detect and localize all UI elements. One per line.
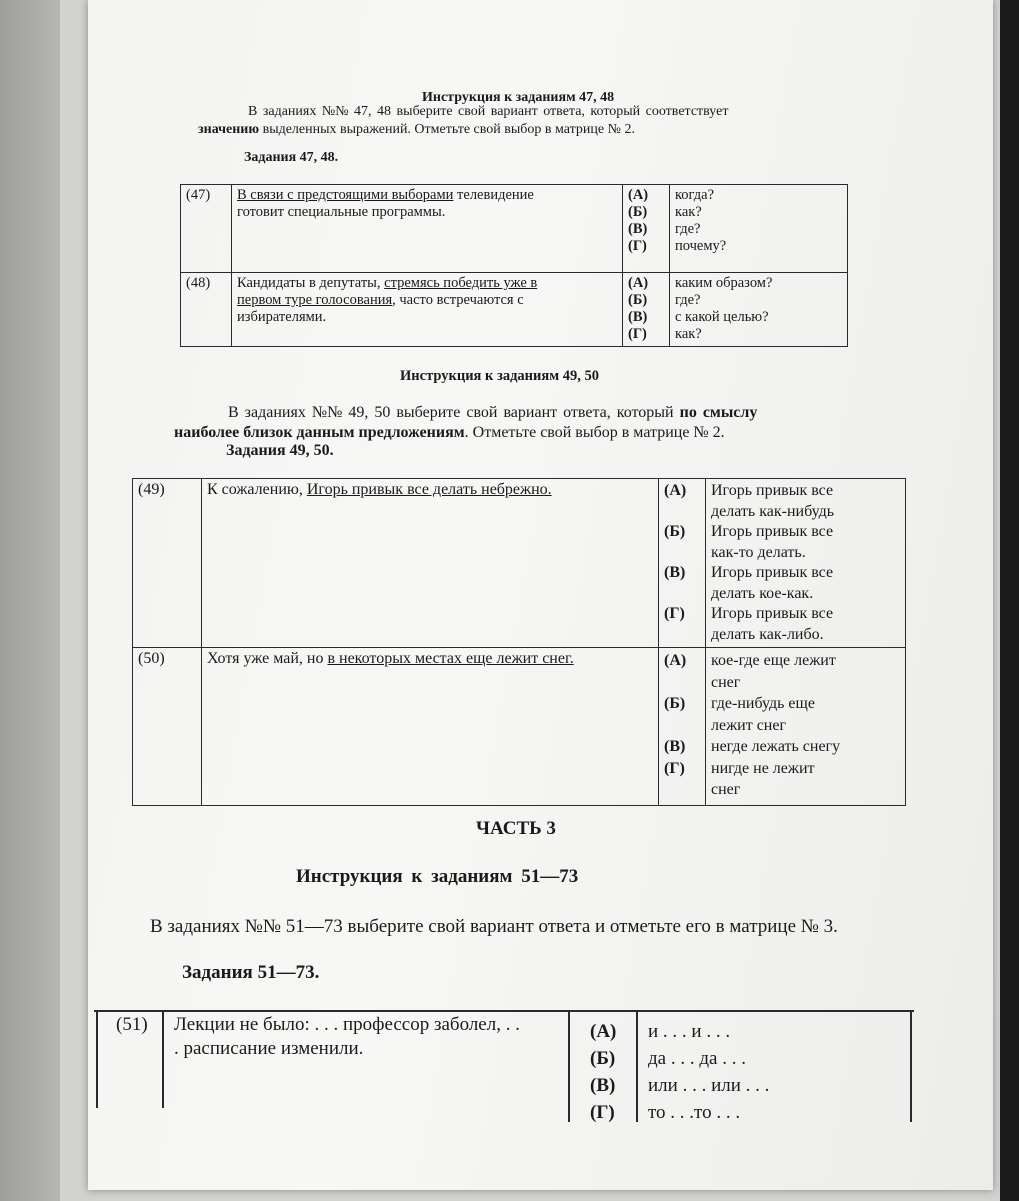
option-letter: (Г) [628, 238, 647, 254]
option-answers [648, 1018, 769, 1126]
tasks-label-47-48: Задания 47, 48. [244, 150, 339, 165]
document-page [88, 0, 993, 1190]
underlined-phrase: стремясь победить уже в [384, 275, 538, 291]
task-number: (51) [116, 1014, 148, 1035]
question-text: . расписание изменили. [174, 1038, 364, 1059]
option-answer-cont: делать кое-как. [711, 584, 814, 602]
task-number: (50) [133, 648, 202, 806]
option-answer: почему? [675, 238, 727, 254]
option-answer: с какой целью? [675, 309, 769, 325]
option-letter: (Г) [628, 326, 647, 342]
option-letters [659, 479, 706, 648]
option-answer: как? [675, 326, 702, 342]
table-divider [636, 1012, 638, 1122]
table-row [181, 185, 848, 273]
instruction-title-51-73: Инструкция к заданиям 51—73 [296, 866, 579, 887]
text-plain: В заданиях №№ 49, 50 выберите свой вариант ответа, который [228, 404, 680, 421]
option-letter: (Г) [664, 605, 685, 622]
table-left-border [96, 1012, 98, 1108]
table-row [133, 479, 906, 648]
bleed-through-text [207, 561, 653, 577]
option-letter: (Б) [664, 523, 686, 540]
option-answer-cont: делать как-либо. [711, 625, 824, 643]
task-question [232, 185, 623, 273]
question-text: К сожалению, [207, 481, 307, 498]
tasks-label-51-73: Задания 51—73. [182, 962, 320, 983]
task-number: (49) [133, 479, 202, 648]
option-answers [706, 648, 906, 806]
option-answer: то . . .то . . . [648, 1102, 741, 1123]
option-letter: (А) [664, 482, 687, 499]
bold-phrase: наиболее близок данным предложениям [174, 424, 465, 441]
option-answers [670, 273, 848, 347]
option-answer: Игорь привык все [711, 605, 834, 622]
question-text: Лекции не было: . . . профессор заболел, . . [174, 1014, 520, 1035]
underlined-phrase: Игорь привык все делать небрежно. [306, 481, 552, 498]
option-letters [590, 1018, 616, 1126]
task-table-47-48 [180, 184, 848, 347]
instruction-title-47-48: Инструкция к заданиям 47, 48 [422, 90, 615, 105]
question-text: Кандидаты в депутаты, [237, 275, 385, 291]
table-row [181, 273, 848, 347]
option-letter: (Г) [590, 1102, 615, 1123]
option-letter: (В) [590, 1075, 616, 1096]
text-rest: выделенных выражений. Отметьте свой выбор в матрице № 2. [259, 122, 635, 137]
option-letter: (А) [628, 187, 649, 203]
option-answers [670, 185, 848, 273]
option-letters [659, 648, 706, 806]
instruction-text-47-48-line2 [198, 122, 635, 138]
question-text: Хотя уже май, но [207, 650, 328, 667]
option-answer: Игорь привык все [711, 482, 834, 499]
bold-phrase: по смыслу [679, 404, 758, 421]
question-text: телевидение [453, 187, 534, 203]
option-answer: или . . . или . . . [648, 1075, 770, 1096]
task-question [232, 273, 623, 347]
underlined-phrase: В связи с предстоящими выборами [237, 187, 454, 203]
table-divider [162, 1012, 164, 1108]
option-letter: (А) [590, 1021, 617, 1042]
underlined-phrase: первом туре голосования [237, 292, 393, 308]
table-right-border [910, 1012, 912, 1122]
instruction-text-51-73: В заданиях №№ 51—73 выберите свой вариант ответа и отметьте его в матрице № 3. [150, 916, 838, 937]
option-answer: как? [675, 204, 702, 220]
option-answer-cont: как-то делать. [711, 543, 806, 561]
option-letter: (Б) [628, 292, 648, 308]
option-letter: (В) [664, 738, 686, 755]
part-heading: ЧАСТЬ 3 [476, 818, 556, 839]
table-divider [568, 1012, 570, 1122]
option-answers [706, 479, 906, 648]
tasks-label-49-50: Задания 49, 50. [226, 442, 334, 459]
task-number: (48) [181, 273, 232, 347]
instruction-text-47-48-line1: В заданиях №№ 47, 48 выберите свой вариант ответа, который соответствует [248, 104, 729, 119]
table-row [133, 648, 906, 806]
instruction-text-49-50-line2 [174, 424, 725, 442]
question-text: , часто встречаются с [392, 292, 524, 308]
option-answer: Игорь привык все [711, 564, 834, 581]
option-letter: (Б) [590, 1048, 616, 1069]
question-text: готовит специальные программы. [237, 204, 446, 220]
text-rest: . Отметьте свой выбор в матрице № 2. [464, 424, 725, 441]
option-answer: да . . . да . . . [648, 1048, 746, 1069]
option-answer-cont: снег [711, 673, 741, 691]
option-answer: и . . . и . . . [648, 1021, 731, 1042]
option-letter: (В) [628, 309, 648, 325]
instruction-title-49-50: Инструкция к заданиям 49, 50 [400, 368, 599, 384]
option-letter: (В) [628, 221, 648, 237]
option-answer-cont: делать как-нибудь [711, 502, 835, 520]
option-answer: где? [675, 292, 701, 308]
option-answer-cont: снег [711, 781, 741, 798]
task-number: (47) [181, 185, 232, 273]
option-letter: (Г) [664, 759, 685, 777]
task-question [202, 648, 659, 806]
option-answer: каким образом? [675, 275, 773, 291]
option-answer-cont: лежит снег [711, 716, 787, 734]
task-table-49-50 [132, 478, 906, 806]
option-answer: где? [675, 221, 701, 237]
question-text: избирателями. [237, 309, 327, 325]
instruction-text-49-50-line1 [228, 404, 757, 422]
table-top-border [94, 1010, 914, 1012]
option-letter: (Б) [628, 204, 648, 220]
option-letter: (А) [664, 652, 687, 669]
option-letter: (В) [664, 564, 686, 581]
option-answer: негде лежать снегу [711, 738, 841, 755]
option-letter: (А) [628, 275, 649, 291]
option-answer: нигде не лежит [711, 759, 815, 777]
task-question [202, 479, 659, 648]
option-answer: когда? [675, 187, 715, 203]
option-letters [623, 185, 670, 273]
bold-word: значению [198, 122, 260, 137]
option-answer: где-нибудь еще [711, 695, 815, 712]
option-answer: кое-где еще лежит [711, 652, 836, 669]
option-answer: Игорь привык все [711, 523, 834, 540]
underlined-phrase: в некоторых местах еще лежит снег. [327, 650, 574, 667]
option-letters [623, 273, 670, 347]
option-letter: (Б) [664, 695, 686, 712]
